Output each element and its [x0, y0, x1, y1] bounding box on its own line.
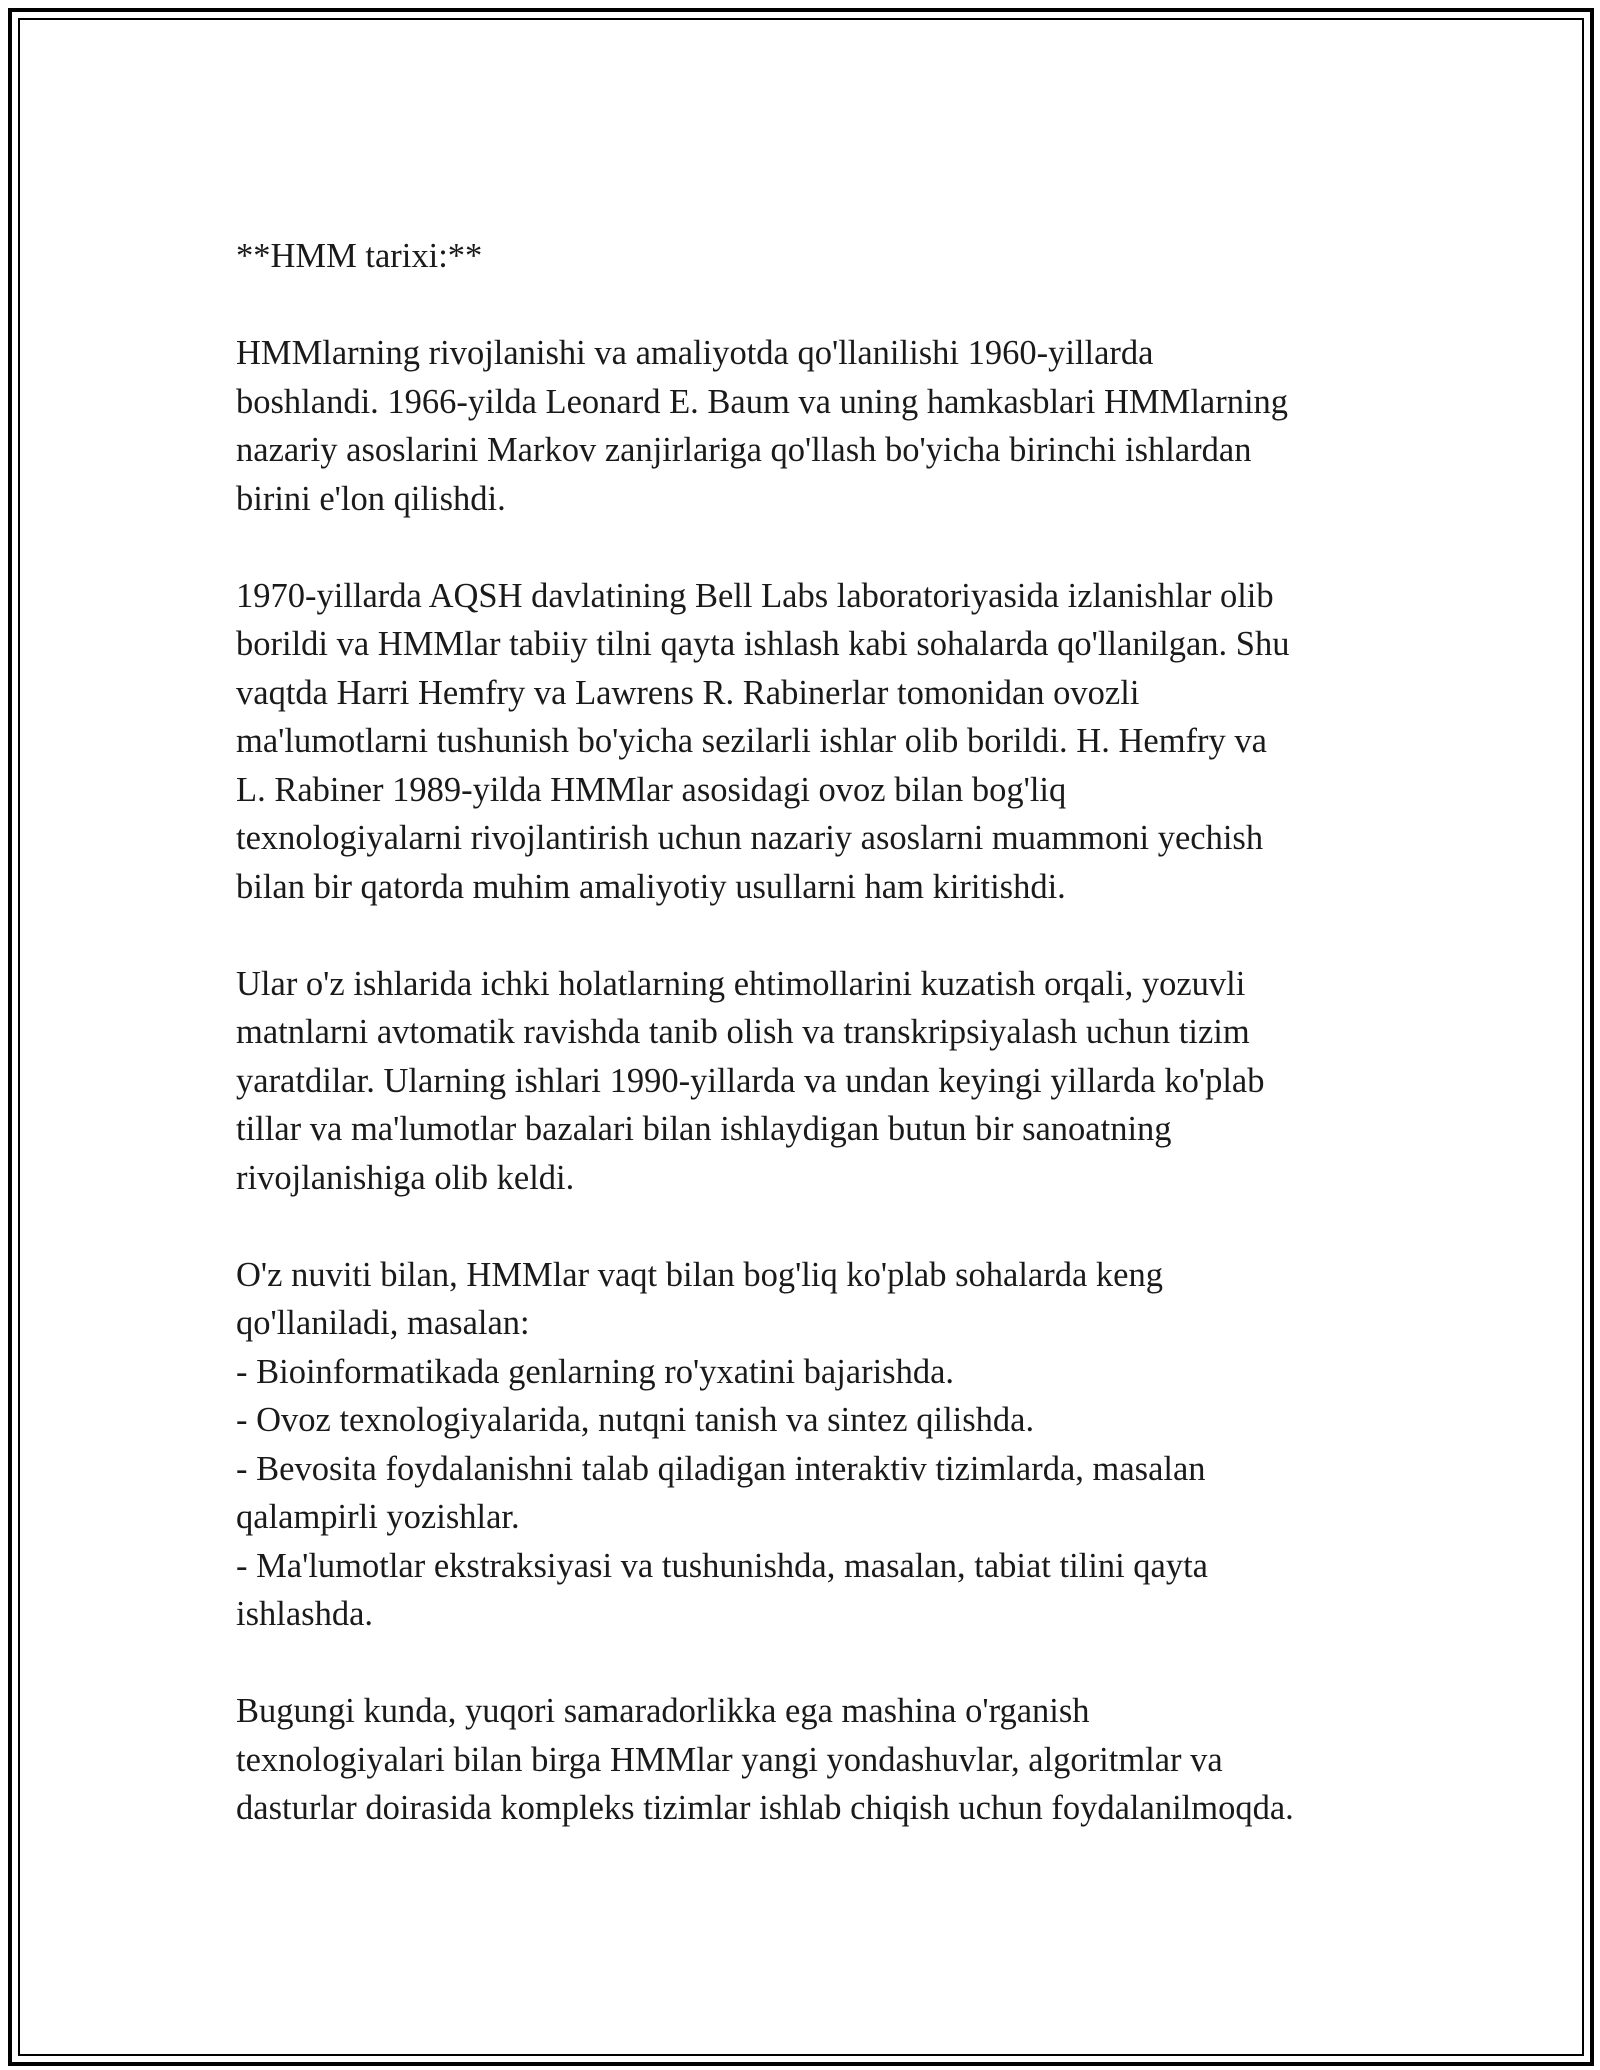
paragraph-today [236, 1687, 1386, 1833]
document-body [236, 232, 1386, 1833]
text-line: dasturlar doirasida kompleks tizimlar ishlab chiqish uchun foydalanilmoqda. [236, 1789, 1294, 1827]
list-item: - Bevosita foydalanishni talab qiladigan interaktiv tizimlarda, masalan [236, 1449, 1206, 1488]
paragraph-history-intro [236, 329, 1386, 523]
paragraph-recognition-systems [236, 960, 1386, 1203]
list-item: - Bioinformatikada genlarning ro'yxatini bajarishda. [236, 1352, 955, 1391]
text-line: texnologiyalarni rivojlantirish uchun nazariy asoslarni muammoni yechish [236, 819, 1264, 857]
paragraph-bell-labs [236, 572, 1386, 912]
text-line: ishlashda. [236, 1595, 374, 1633]
text-line: birini e'lon qilishdi. [236, 479, 506, 518]
text-line: qo'llaniladi, masalan: [236, 1304, 530, 1342]
text-line: Ular o'z ishlarida ichki holatlarning ehtimollarini kuzatish orqali, yozuvli [236, 964, 1246, 1003]
paragraph-applications [236, 1251, 1386, 1639]
text-line: ma'lumotlarni tushunish bo'yicha sezilarli ishlar olib borildi. H. Hemfry va [236, 722, 1267, 760]
text-line: vaqtda Harri Hemfry va Lawrens R. Rabinerlar tomonidan ovozli [236, 673, 1140, 712]
text-line: yaratdilar. Ularning ishlari 1990-yillarda va undan keyingi yillarda ko'plab [236, 1061, 1265, 1100]
text-line: texnologiyalari bilan birga HMMlar yangi yondashuvlar, algoritmlar va [236, 1740, 1223, 1779]
text-line: qalampirli yozishlar. [236, 1498, 520, 1536]
text-line: tillar va ma'lumotlar bazalari bilan ishlaydigan butun bir sanoatning [236, 1110, 1172, 1148]
paragraph-spacer [236, 1639, 1386, 1688]
list-item: - Ovoz texnologiyalarida, nutqni tanish va sintez qilishda. [236, 1401, 1035, 1439]
text-line: Bugungi kunda, yuqori samaradorlikka ega mashina o'rganish [236, 1692, 1090, 1730]
text-line: L. Rabiner 1989-yilda HMMlar asosidagi ovoz bilan bog'liq [236, 770, 1067, 809]
text-line: matnlarni avtomatik ravishda tanib olish va transkripsiyalash uchun tizim [236, 1013, 1250, 1051]
text-line: rivojlanishiga olib keldi. [236, 1158, 575, 1197]
text-line: nazariy asoslarini Markov zanjirlariga qo'llash bo'yicha birinchi ishlardan [236, 431, 1252, 469]
document-title: **HMM tarixi:** [236, 237, 483, 275]
paragraph-spacer [236, 281, 1386, 330]
paragraph-spacer [236, 523, 1386, 572]
text-line: bilan bir qatorda muhim amaliyotiy usullarni ham kiritishdi. [236, 867, 1066, 906]
text-line: HMMlarning rivojlanishi va amaliyotda qo'llanilishi 1960-yillarda [236, 334, 1154, 372]
text-line: 1970-yillarda AQSH davlatining Bell Labs laboratoriyasida izlanishlar olib [236, 576, 1274, 615]
paragraph-spacer [236, 911, 1386, 960]
list-item: - Ma'lumotlar ekstraksiyasi va tushunishda, masalan, tabiat tilini qayta [236, 1546, 1208, 1585]
text-line: O'z nuviti bilan, HMMlar vaqt bilan bog'liq ko'plab sohalarda keng [236, 1255, 1163, 1294]
paragraph-spacer [236, 1202, 1386, 1251]
text-line: borildi va HMMlar tabiiy tilni qayta ishlash kabi sohalarda qo'llanilgan. Shu [236, 625, 1290, 663]
text-line: boshlandi. 1966-yilda Leonard E. Baum va uning hamkasblari HMMlarning [236, 382, 1289, 421]
